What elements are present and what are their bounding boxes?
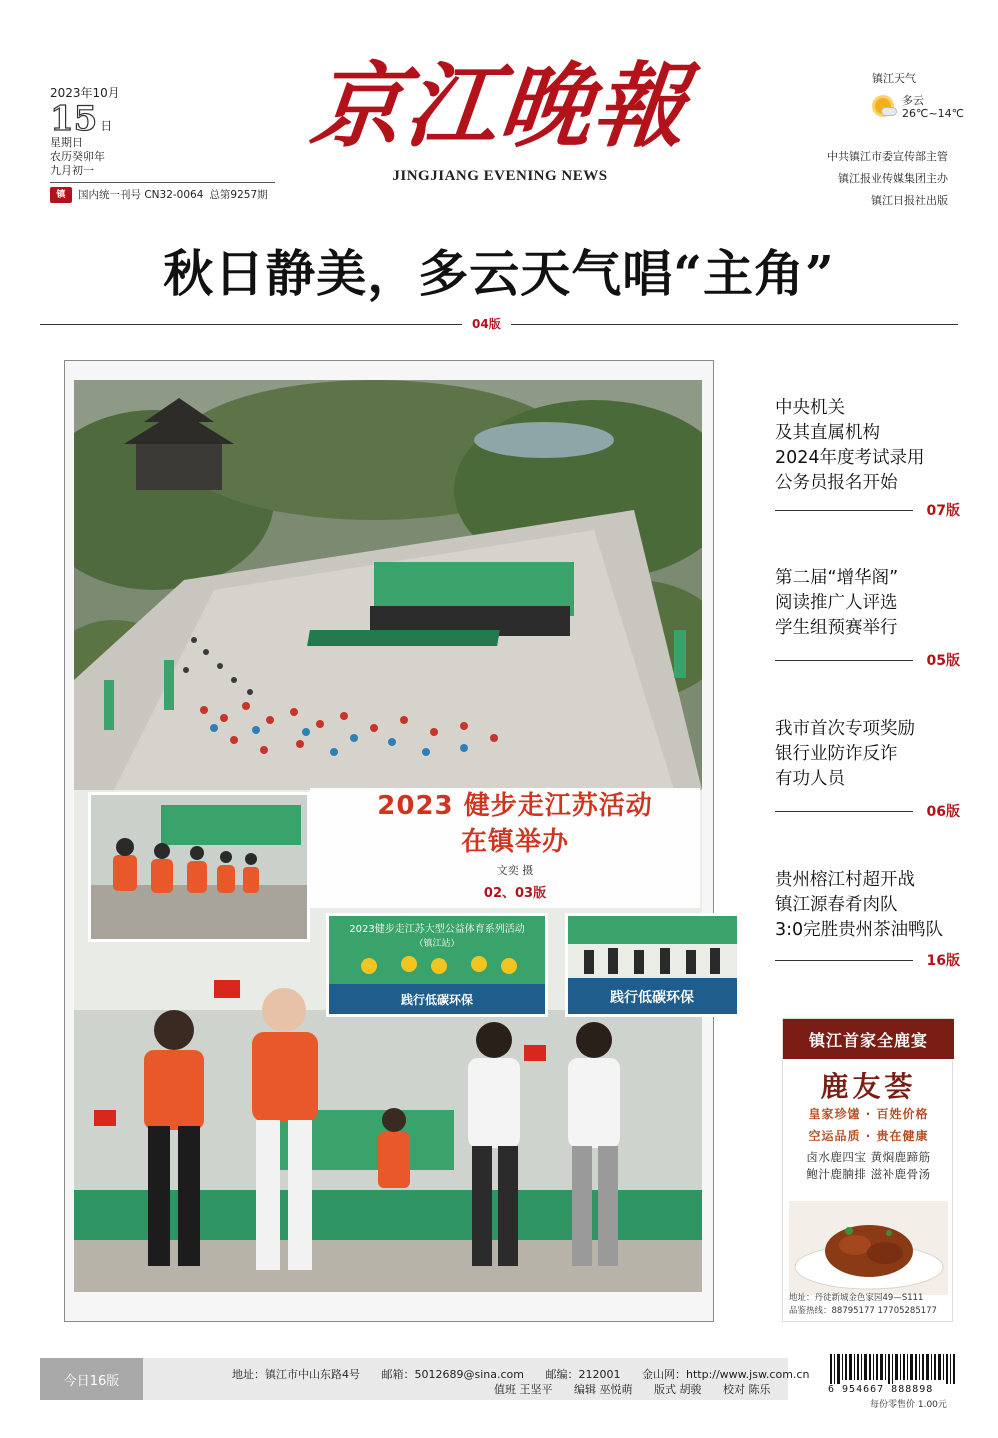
feature-title-line: 在镇举办 <box>460 827 569 857</box>
feature-title-line: 2023 健步走江苏活动 <box>377 791 653 821</box>
sidebar-news-item[interactable] <box>775 868 960 969</box>
inset-walkers-photo[interactable] <box>88 792 310 942</box>
weather-desc: 多云 <box>902 94 924 107</box>
restaurant-advertisement[interactable] <box>782 1018 953 1322</box>
ad-address: 地址：丹徒新城金色家园49—S111 <box>789 1293 924 1303</box>
paper-title: 京江晚報 <box>306 52 694 160</box>
performers-banner-text: 践行低碳环保 <box>610 990 694 1006</box>
feature-title[interactable] <box>330 788 700 860</box>
footer-email[interactable]: 邮箱：5012689@sina.com <box>381 1368 524 1381</box>
issue-lunar-day: 九月初一 <box>50 164 94 177</box>
footer-postcode: 邮编：212001 <box>545 1368 621 1381</box>
ad-hotline: 品鉴热线：88795177 17705285177 <box>789 1306 937 1316</box>
news-title-line: 公务员报名开始 <box>775 473 898 493</box>
stage-sub-text: （镇江站） <box>414 939 460 949</box>
news-page-ref[interactable]: 16版 <box>926 953 960 969</box>
news-title-line: 我市首次专项奖励 <box>775 719 915 739</box>
retail-price: 每份零售价 1.00元 <box>870 1400 947 1410</box>
today-pages-badge: 今日16版 <box>40 1358 143 1400</box>
headline-page-ref[interactable]: 04版 <box>462 315 511 332</box>
paper-subtitle: JINGJIANG EVENING NEWS <box>392 168 608 184</box>
news-divider <box>775 510 913 511</box>
news-divider <box>775 960 913 961</box>
news-page-ref[interactable]: 06版 <box>926 804 960 820</box>
news-title-line: 2024年度考试录用 <box>775 448 925 468</box>
weather-block <box>872 70 972 120</box>
photo-credit: 文奕 摄 <box>496 864 534 877</box>
footer-proof: 校对 陈乐 <box>723 1383 771 1396</box>
partly-cloudy-icon <box>872 95 896 119</box>
stage-sign-text: 2023健步走江苏大型公益体育系列活动 <box>349 924 525 935</box>
ad-dish-list: 卤水鹿四宝 黄焖鹿蹄筋 <box>806 1150 931 1164</box>
sidebar-news-item[interactable] <box>775 396 960 519</box>
inset-stage-photo[interactable] <box>326 913 548 1017</box>
issue-day: 15 <box>50 99 98 139</box>
news-title-line: 中央机关 <box>775 398 845 418</box>
issue-lunar-year: 农历癸卯年 <box>50 150 105 163</box>
news-page-ref[interactable]: 07版 <box>926 503 960 519</box>
footer-editor: 编辑 巫悦萌 <box>574 1383 633 1396</box>
date-divider <box>50 182 275 183</box>
issue-total-number: 总第9257期 <box>209 189 268 201</box>
issue-date-block <box>50 86 280 203</box>
stage-banner-text: 践行低碳环保 <box>400 993 474 1007</box>
footer-layout: 版式 胡骏 <box>654 1383 702 1396</box>
footer-address: 地址：镇江市中山东路4号 <box>232 1368 360 1381</box>
ad-food-photo <box>789 1201 948 1295</box>
weather-label: 镇江天气 <box>872 72 916 85</box>
ad-dish-list: 鲍汁鹿腩排 滋补鹿骨汤 <box>806 1167 931 1181</box>
footer-website[interactable]: 金山网：http://www.jsw.com.cn <box>641 1368 810 1381</box>
publisher-line: 镇江报业传媒集团主办 <box>838 172 948 185</box>
news-title-line: 3:0完胜贵州茶油鸭队 <box>775 920 944 940</box>
masthead-title-block <box>290 46 710 196</box>
lead-headline[interactable]: 秋日静美，多云天气唱“主角” <box>163 244 835 303</box>
news-title-line: 银行业防诈反诈 <box>775 744 898 764</box>
ad-slogan: 空运品质 · 贵在健康 <box>808 1129 929 1143</box>
news-title-line: 贵州榕江村超开战 <box>775 870 915 890</box>
issue-day-suffix: 日 <box>100 119 113 133</box>
sidebar-news-item[interactable] <box>775 566 960 669</box>
weather-temp: 26℃~14℃ <box>902 107 964 120</box>
barcode-number: 6 954667 888898 <box>828 1384 934 1395</box>
news-title-line: 镇江源春肴肉队 <box>775 895 898 915</box>
news-title-line: 第二届“增华阁” <box>775 568 899 588</box>
news-title-line: 有功人员 <box>775 769 845 789</box>
news-title-line: 学生组预赛举行 <box>775 618 898 638</box>
footer-contact-line <box>232 1366 827 1382</box>
publisher-line: 中共镇江市委宣传部主管 <box>827 150 948 163</box>
paper-logo-icon: 镇 <box>50 187 72 203</box>
aerial-event-photo[interactable] <box>74 380 702 790</box>
issue-cn-number: 国内统一刊号 CN32-0064 <box>78 189 204 201</box>
footer-staff-line <box>494 1381 789 1397</box>
news-divider <box>775 811 913 812</box>
news-title-line: 及其直属机构 <box>775 423 880 443</box>
footer-on-duty: 值班 王坚平 <box>494 1383 553 1396</box>
news-title-line: 阅读推广人评选 <box>775 593 898 613</box>
inset-performers-photo[interactable] <box>565 913 740 1017</box>
publisher-block <box>827 146 948 212</box>
news-divider <box>775 660 913 661</box>
news-page-ref[interactable]: 05版 <box>926 653 960 669</box>
publisher-line: 镇江日报社出版 <box>871 194 948 207</box>
barcode-icon <box>828 1354 960 1384</box>
sidebar-news-item[interactable] <box>775 717 960 820</box>
ad-slogan: 皇家珍馐 · 百姓价格 <box>808 1107 929 1121</box>
feature-page-ref[interactable]: 02、03版 <box>483 886 547 901</box>
ad-banner: 镇江首家全鹿宴 <box>783 1019 954 1059</box>
ad-brand-name: 鹿友荟 <box>820 1070 917 1103</box>
issue-year-month: 2023年10月 <box>50 86 120 100</box>
issue-weekday: 星期日 <box>50 136 83 149</box>
